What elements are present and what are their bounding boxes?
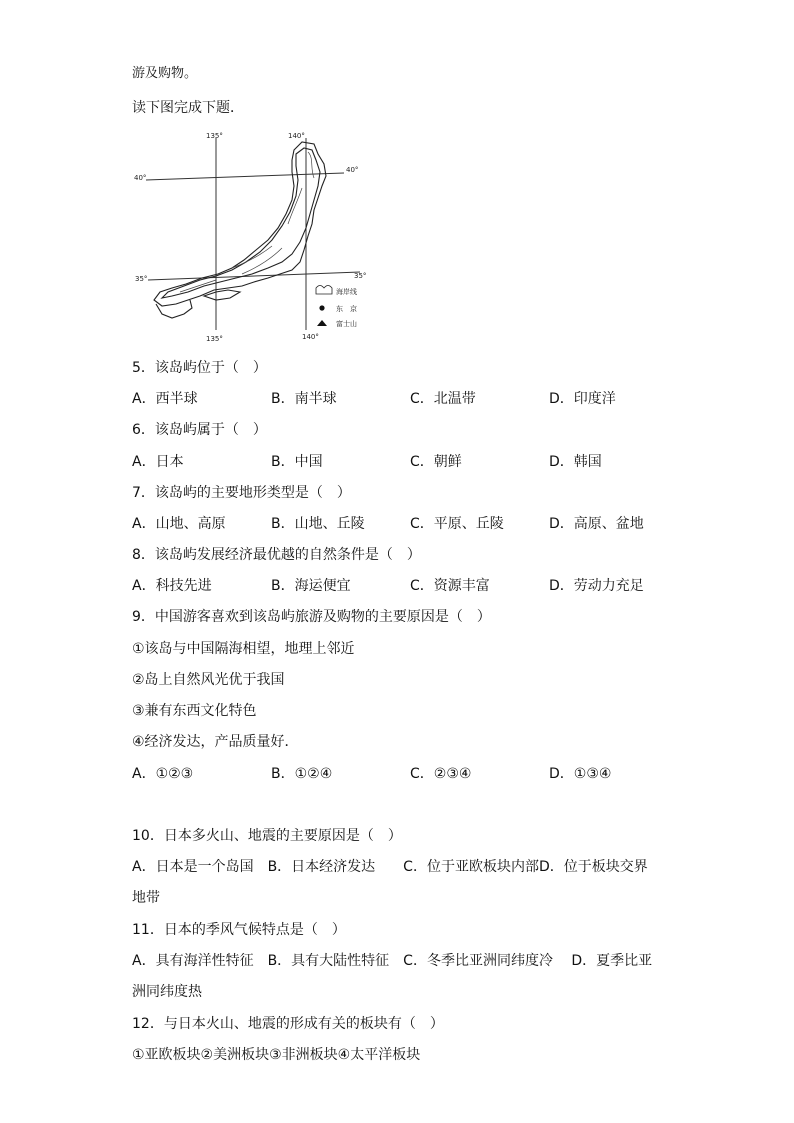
top-fragment: 游及购物。: [132, 66, 198, 81]
q10-options[interactable]: A．日本是一个岛国 B．日本经济发达 C．位于亚欧板块内部D．位于板块交界: [132, 859, 648, 875]
honshu-contour: [162, 148, 320, 298]
tick-40-left: 40°: [134, 174, 147, 182]
q9-option-c[interactable]: C．②③④: [410, 766, 472, 782]
japan-islands: [154, 142, 326, 318]
q11-continuation: 洲同纬度热: [132, 984, 202, 1000]
kyushu-outline: [156, 300, 192, 318]
q5-stem: 5．该岛屿位于（ ）: [132, 360, 267, 376]
parallel-40: [146, 173, 344, 180]
tick-135-bottom: 135°: [206, 335, 223, 343]
legend-mtfuji: 富士山: [336, 320, 357, 328]
tick-140-top: 140°: [288, 132, 305, 140]
q8-option-d[interactable]: D．劳动力充足: [549, 578, 644, 594]
q9-item-1: ①该岛与中国隔海相望，地理上邻近: [132, 641, 355, 657]
q11-stem: 11．日本的季风气候特点是（ ）: [132, 922, 346, 938]
q12-stem: 12．与日本火山、地震的形成有关的板块有（ ）: [132, 1016, 444, 1032]
q6-option-a[interactable]: A．日本: [132, 454, 184, 470]
japan-map: [132, 128, 372, 344]
q5-option-c[interactable]: C．北温带: [410, 391, 476, 407]
q8-option-c[interactable]: C．资源丰富: [410, 578, 490, 594]
q5-option-a[interactable]: A．西半球: [132, 391, 198, 407]
legend-coastline: 海岸线: [336, 288, 357, 296]
q8-stem: 8．该岛屿发展经济最优越的自然条件是（ ）: [132, 547, 421, 563]
q10-stem: 10．日本多火山、地震的主要原因是（ ）: [132, 828, 402, 844]
tick-35-left: 35°: [135, 275, 148, 283]
q6-option-d[interactable]: D．韩国: [549, 454, 602, 470]
tick-140-bottom: 140°: [302, 333, 319, 341]
japan-map-svg: [132, 128, 372, 344]
coastline-symbol: [316, 286, 332, 295]
q9-item-2: ②岛上自然风光优于我国: [132, 672, 285, 688]
legend-tokyo: 东 京: [336, 305, 357, 313]
q9-stem: 9．中国游客喜欢到该岛屿旅游及购物的主要原因是（ ）: [132, 609, 491, 625]
q6-stem: 6．该岛屿属于（ ）: [132, 422, 267, 438]
q9-item-4: ④经济发达，产品质量好．: [132, 734, 299, 750]
q8-option-a[interactable]: A．科技先进: [132, 578, 212, 594]
q9-option-d[interactable]: D．①③④: [549, 766, 612, 782]
q9-option-b[interactable]: B．①②④: [271, 766, 333, 782]
q7-option-c[interactable]: C．平原、丘陵: [410, 516, 504, 532]
q6-option-c[interactable]: C．朝鲜: [410, 454, 462, 470]
tokyo-symbol: [319, 305, 324, 310]
q11-options[interactable]: A．具有海洋性特征 B．具有大陆性特征 C．冬季比亚洲同纬度冷 D．夏季比亚: [132, 953, 653, 969]
map-legend: [316, 286, 357, 329]
q5-option-b[interactable]: B．南半球: [271, 391, 337, 407]
q10-continuation: 地带: [132, 890, 160, 906]
q7-option-a[interactable]: A．山地、高原: [132, 516, 226, 532]
q7-option-d[interactable]: D．高原、盆地: [549, 516, 644, 532]
q9-item-3: ③兼有东西文化特色: [132, 703, 257, 719]
mtfuji-symbol: [317, 320, 327, 326]
q6-option-b[interactable]: B．中国: [271, 454, 323, 470]
q12-items: ①亚欧板块②美洲板块③非洲板块④太平洋板块: [132, 1047, 421, 1063]
q7-option-b[interactable]: B．山地、丘陵: [271, 516, 365, 532]
relief-lines: [232, 152, 314, 268]
q8-option-b[interactable]: B．海运便宜: [271, 578, 351, 594]
tick-35-right: 35°: [354, 272, 367, 280]
q9-option-a[interactable]: A．①②③: [132, 766, 194, 782]
tick-135-top: 135°: [206, 132, 223, 140]
q7-stem: 7．该岛屿的主要地形类型是（ ）: [132, 485, 351, 501]
instruction: 读下图完成下题．: [132, 100, 244, 116]
honshu-outline: [154, 142, 326, 306]
q5-option-d[interactable]: D．印度洋: [549, 391, 616, 407]
tick-40-right: 40°: [346, 166, 359, 174]
